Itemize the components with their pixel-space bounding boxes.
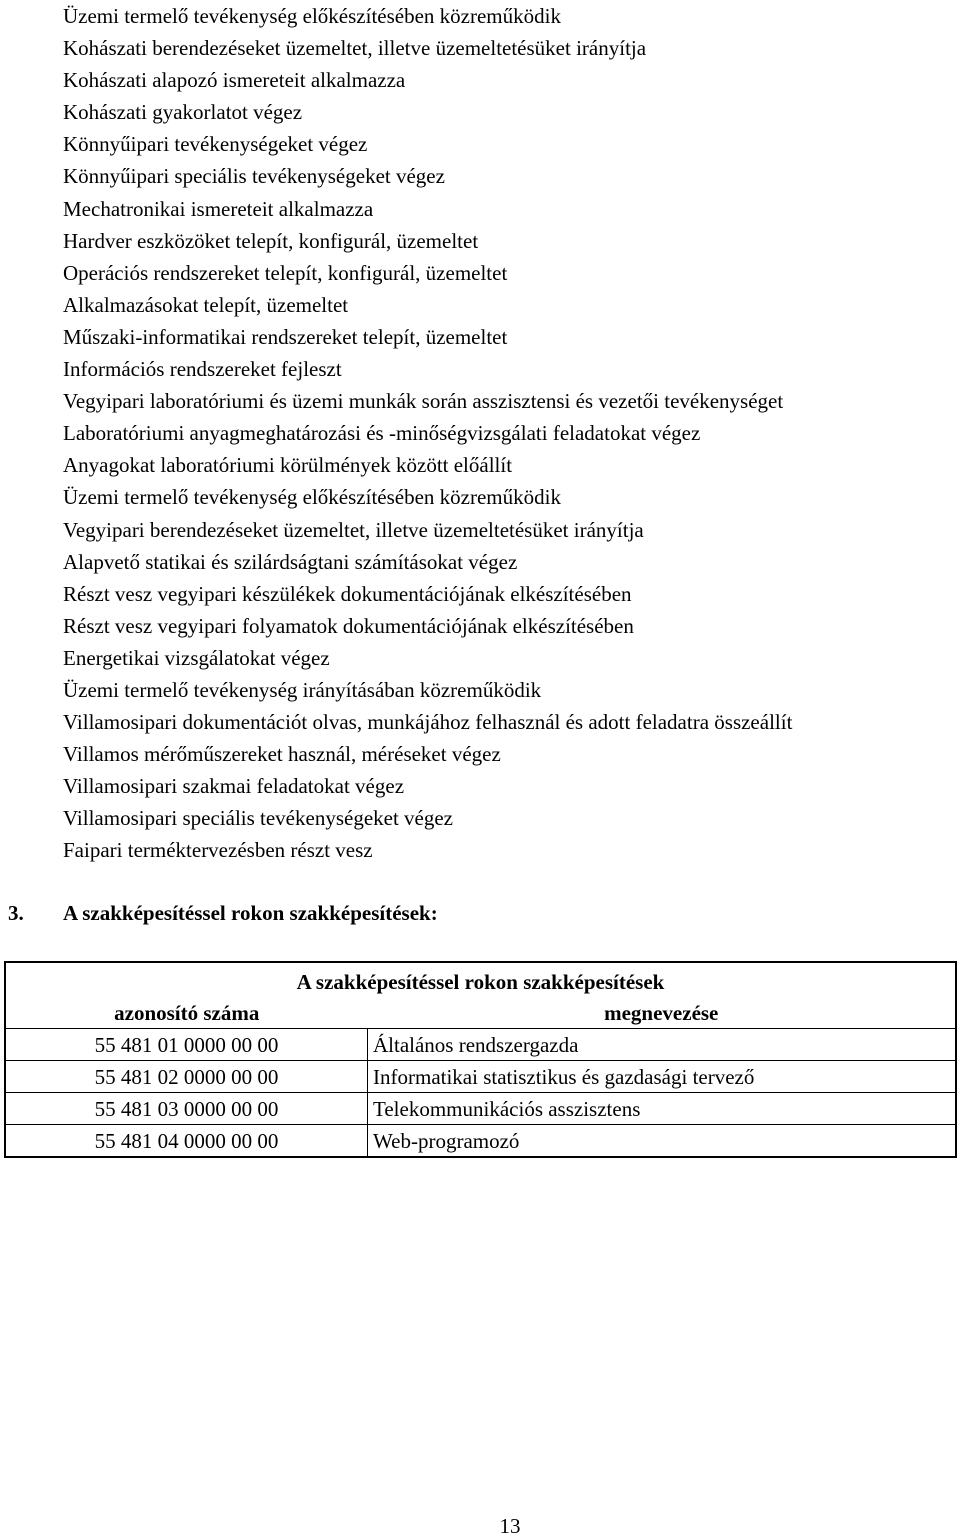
- list-item: Részt vesz vegyipari folyamatok dokumentációjának elkészítésében: [63, 613, 634, 638]
- list-item: Faipari terméktervezésben részt vesz: [63, 838, 373, 863]
- list-item: Üzemi termelő tevékenység előkészítésében közreműködik: [63, 485, 561, 510]
- list-item: Villamosipari dokumentációt olvas, munkájához felhasznál és adott feladatra összeállít: [63, 710, 793, 735]
- list-item: Villamos mérőműszereket használ, méréseket végez: [63, 742, 501, 767]
- list-item: Vegyipari berendezéseket üzemeltet, illetve üzemeltetésüket irányítja: [63, 517, 644, 542]
- table-caption: A szakképesítéssel rokon szakképesítések: [5, 962, 956, 997]
- qualification-name: Informatikai statisztikus és gazdasági tervező: [368, 1061, 957, 1093]
- competency-list: [63, 0, 953, 867]
- table-header-row: [5, 997, 956, 1029]
- list-item: Kohászati alapozó ismereteit alkalmazza: [63, 68, 406, 93]
- qualification-name: Telekommunikációs asszisztens: [368, 1093, 957, 1125]
- section-number: 3.: [8, 901, 24, 925]
- page-number: 13: [499, 1514, 521, 1538]
- list-item: Vegyipari laboratóriumi és üzemi munkák során asszisztensi és vezetői tevékenységet: [63, 389, 784, 414]
- list-item: Üzemi termelő tevékenység előkészítésében közreműködik: [63, 4, 561, 28]
- list-item: Alkalmazásokat telepít, üzemeltet: [63, 292, 349, 317]
- list-item: Mechatronikai ismereteit alkalmazza: [63, 196, 374, 221]
- table-caption-row: [5, 962, 956, 997]
- list-item: Műszaki-informatikai rendszereket telepít, üzemeltet: [63, 324, 508, 349]
- qualification-code: 55 481 04 0000 00 00: [5, 1125, 368, 1158]
- related-qualifications-table: [4, 961, 957, 1158]
- qualification-code: 55 481 02 0000 00 00: [5, 1061, 368, 1093]
- table-row: [5, 1125, 956, 1158]
- list-item: Anyagokat laboratóriumi körülmények között előállít: [63, 453, 513, 478]
- list-item: Információs rendszereket fejleszt: [63, 357, 342, 382]
- list-item: Villamosipari speciális tevékenységeket végez: [63, 806, 454, 831]
- table-row: [5, 1061, 956, 1093]
- qualification-code: 55 481 03 0000 00 00: [5, 1093, 368, 1125]
- list-item: Villamosipari szakmai feladatokat végez: [63, 774, 405, 799]
- qualification-code: 55 481 01 0000 00 00: [5, 1029, 368, 1061]
- list-item: Energetikai vizsgálatokat végez: [63, 645, 330, 670]
- column-header-name: megnevezése: [368, 997, 957, 1029]
- qualification-name: Web-programozó: [368, 1125, 957, 1158]
- list-item: Kohászati gyakorlatot végez: [63, 100, 303, 125]
- list-item: Operációs rendszereket telepít, konfigurál, üzemeltet: [63, 260, 508, 285]
- list-item: Kohászati berendezéseket üzemeltet, illetve üzemeltetésüket irányítja: [63, 36, 647, 61]
- list-item: Könnyűipari speciális tevékenységeket végez: [63, 164, 445, 189]
- list-item: Hardver eszközöket telepít, konfigurál, üzemeltet: [63, 228, 479, 253]
- section-title: A szakképesítéssel rokon szakképesítések:: [63, 901, 438, 925]
- column-header-code: azonosító száma: [5, 997, 368, 1029]
- table-row: [5, 1093, 956, 1125]
- table-row: [5, 1029, 956, 1061]
- list-item: Könnyűipari tevékenységeket végez: [63, 132, 368, 157]
- list-item: Üzemi termelő tevékenység irányításában közreműködik: [63, 677, 542, 702]
- qualification-name: Általános rendszergazda: [368, 1029, 957, 1061]
- list-item: Részt vesz vegyipari készülékek dokumentációjának elkészítésében: [63, 581, 632, 606]
- list-item: Alapvető statikai és szilárdságtani számításokat végez: [63, 549, 518, 574]
- list-item: Laboratóriumi anyagmeghatározási és -minőségvizsgálati feladatokat végez: [63, 421, 701, 446]
